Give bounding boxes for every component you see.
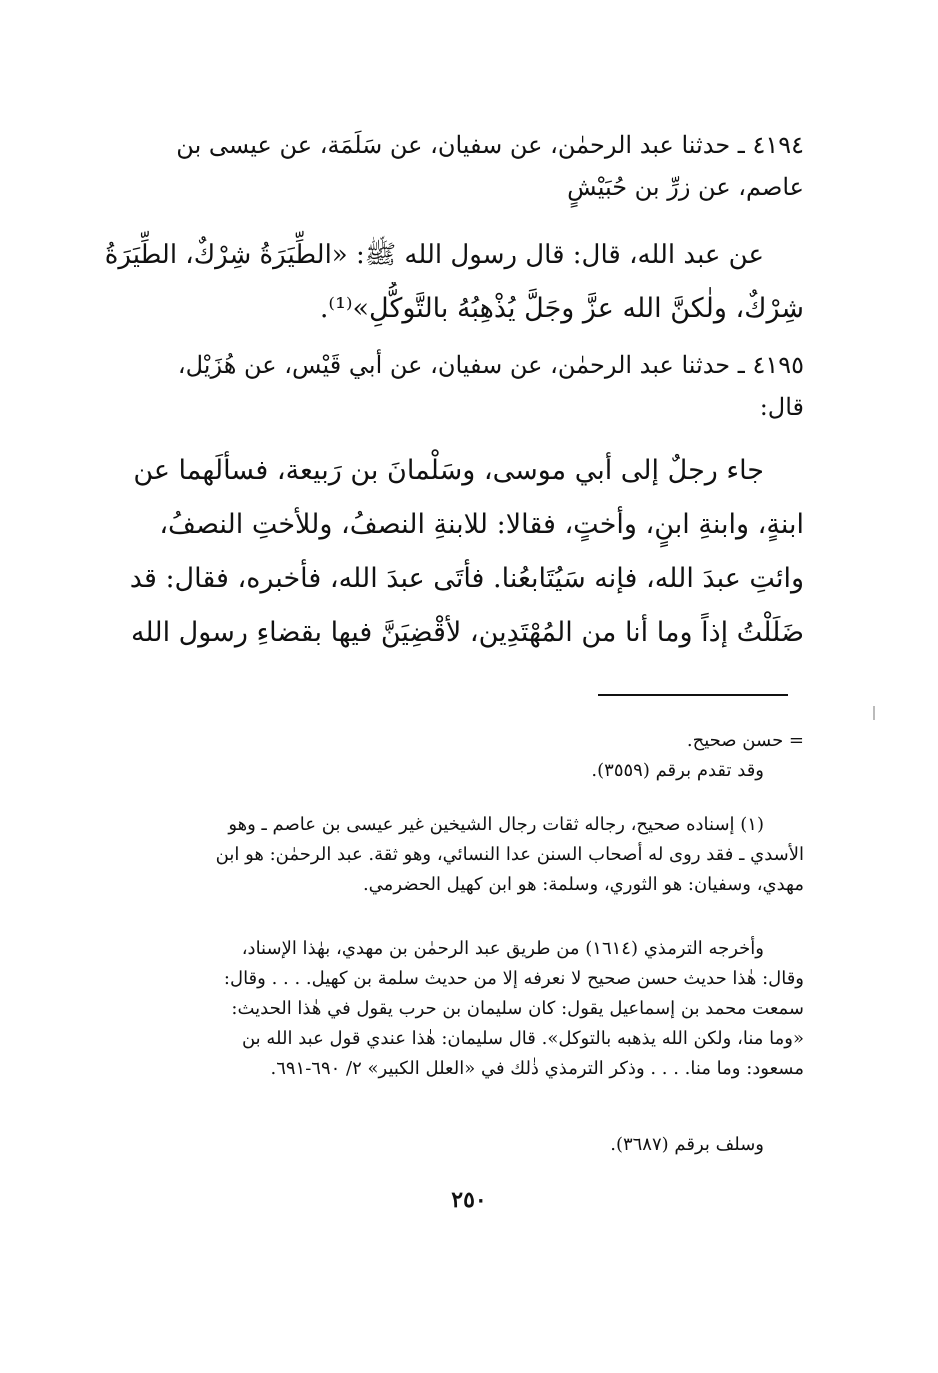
text-line: جاء رجلٌ إلى أبي موسى، وسَلْمانَ بن رَبيعة، فسألَهما عن xyxy=(133,455,764,486)
text-line: عاصم، عن زرِّ بن حُبَيْشٍ xyxy=(567,173,804,201)
text-line: ضَلَلْتُ إذاً وما أنا من المُهْتَدِين، لأقْضِيَنَّ فيها بقضاءِ رسول الله xyxy=(130,617,804,648)
text-line: شِرْكٌ، ولٰكنَّ الله عزَّ وجَلَّ يُذْهِبُهُ بالتَّوكُّلِ»⁽¹⁾. xyxy=(319,293,804,324)
footnote-line: مسعود: وما منا. . . . وذكر الترمذي ذٰلك في «العلل الكبير» ٢/ ٦٩٠-٦٩١. xyxy=(270,1058,804,1079)
text-line: ٤١٩٥ ـ حدثنا عبد الرحمٰن، عن سفيان، عن أبي قَيْس، عن هُزَيْل، xyxy=(177,351,804,379)
footnote-1-cross-ref xyxy=(100,1130,804,1160)
hadith-4195-matn xyxy=(100,444,804,660)
text-line: قال: xyxy=(759,393,804,421)
text-line: وائتِ عبدَ الله، فإنه سَيُتَابعُنا. فأتَى عبدَ الله، فأخبره، فقال: قد xyxy=(129,563,804,594)
footnote-continuation xyxy=(100,726,804,786)
footnote-line: وأخرجه الترمذي (١٦١٤) من طريق عبد الرحمٰن بن مهدي، بهٰذا الإسناد، xyxy=(241,938,764,959)
footnote-line: سمعت محمد بن إسماعيل يقول: كان سليمان بن حرب يقول في هٰذا الحديث: xyxy=(231,998,804,1019)
text-line: ٤١٩٤ ـ حدثنا عبد الرحمٰن، عن سفيان، عن سَلَمَة، عن عيسى بن xyxy=(176,131,804,159)
footnote-1 xyxy=(100,810,804,900)
footnote-line: مهدي، وسفيان: هو الثوري، وسلمة: هو ابن كهيل الحضرمي. xyxy=(362,874,804,895)
footnote-line: وقال: هٰذا حديث حسن صحيح لا نعرفه إلا من حديث سلمة بن كهيل. . . . وقال: xyxy=(223,968,804,989)
footnote-line: الأسدي ـ فقد روى له أصحاب السنن عدا النسائي، وهو ثقة. عبد الرحمٰن: هو ابن xyxy=(215,844,804,865)
text-line: ابنةٍ، وابنةِ ابنٍ، وأختٍ، فقالا: للابنةِ النصفُ، وللأختِ النصفُ، xyxy=(159,509,804,540)
text-line: عن عبد الله، قال: قال رسول الله ﷺ: «الطِّيَرَةُ شِرْكٌ، الطِّيَرَةُ xyxy=(104,240,764,270)
footnote-line: «وما منا، ولكن الله يذهبه بالتوكل». قال سليمان: هٰذا عندي قول عبد الله بن xyxy=(241,1028,804,1049)
hadith-4194-isnad xyxy=(100,124,804,208)
hadith-4194-matn xyxy=(100,228,804,336)
page-number: ٢٥٠ xyxy=(451,1187,487,1213)
footnote-line: وسلف برقم (٣٦٨٧). xyxy=(610,1134,764,1155)
footnote-line: (١) إسناده صحيح، رجاله ثقات رجال الشيخين غير عيسى بن عاصم ـ وهو xyxy=(228,814,764,835)
margin-mark xyxy=(873,706,875,720)
footnote-1-takhrij xyxy=(100,934,804,1084)
footnote-line: وقد تقدم برقم (٣٥٥٩). xyxy=(591,760,764,781)
footnote-separator xyxy=(598,694,788,696)
hadith-4195-isnad xyxy=(100,344,804,428)
footnote-line: = حسن صحيح. xyxy=(686,730,804,751)
